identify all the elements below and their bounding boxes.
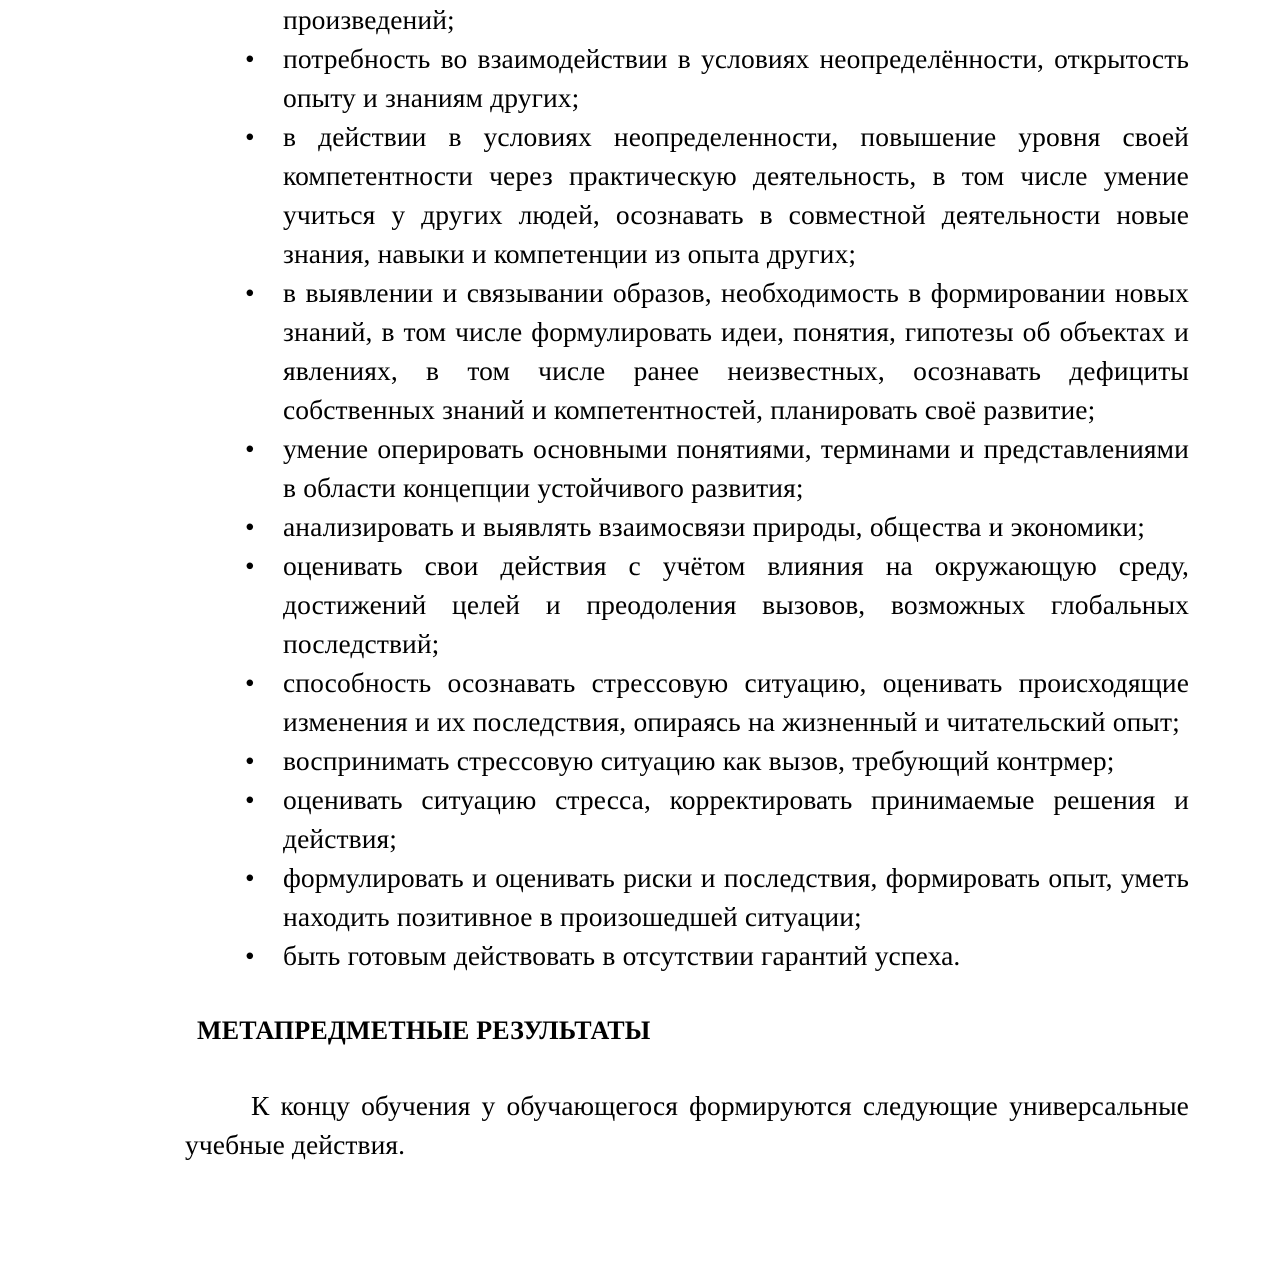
closing-paragraph: К концу обучения у обучающегося формируются следующие универсальные учебные действия.	[185, 1090, 1189, 1160]
competency-bullet-list	[185, 39, 1189, 975]
list-item-text: способность осознавать стрессовую ситуацию, оценивать происходящие изменения и их последствия, опираясь на жизненный и читательский опыт;	[283, 667, 1189, 737]
bullet-icon: •	[245, 550, 255, 581]
list-item	[185, 39, 1189, 117]
bullet-icon: •	[245, 784, 255, 815]
bullet-icon: •	[245, 940, 255, 971]
bullet-icon: •	[245, 121, 255, 152]
list-item	[185, 741, 1189, 780]
list-item-text: потребность во взаимодействии в условиях неопределённости, открытость опыту и знаниям других;	[283, 43, 1189, 113]
section-heading: МЕТАПРЕДМЕТНЫЕ РЕЗУЛЬТАТЫ	[197, 1016, 651, 1045]
list-item	[185, 663, 1189, 741]
list-item-text: оценивать ситуацию стресса, корректировать принимаемые решения и действия;	[283, 784, 1189, 854]
document-text-column	[185, 0, 1189, 1164]
list-item-text: быть готовым действовать в отсутствии гарантий успеха.	[283, 940, 961, 971]
bullet-icon: •	[245, 667, 255, 698]
list-item-text: умение оперировать основными понятиями, терминами и представлениями в области концепции устойчивого развития;	[283, 433, 1189, 503]
list-item	[185, 507, 1189, 546]
list-item-text: в действии в условиях неопределенности, повышение уровня своей компетентности через практическую деятельность, в том числе умение учиться у других людей, осознавать в совместной деятельности новые знания, навыки и компетенции из опыта других;	[283, 121, 1189, 269]
bullet-icon: •	[245, 862, 255, 893]
list-item-text: в выявлении и связывании образов, необходимость в формировании новых знаний, в том числе формулировать идеи, понятия, гипотезы об объектах и явлениях, в том числе ранее неизвестных, осознавать дефициты собственных знаний и компетентностей, планировать своё развитие;	[283, 277, 1189, 425]
orphan-continuation-line: произведений;	[283, 4, 455, 35]
bullet-icon: •	[245, 511, 255, 542]
bullet-icon: •	[245, 433, 255, 464]
bullet-icon: •	[245, 745, 255, 776]
list-item-text: воспринимать стрессовую ситуацию как вызов, требующий контрмер;	[283, 745, 1115, 776]
list-item	[185, 546, 1189, 663]
list-item-text: анализировать и выявлять взаимосвязи природы, общества и экономики;	[283, 511, 1145, 542]
list-item	[185, 429, 1189, 507]
list-item	[185, 780, 1189, 858]
list-item	[185, 117, 1189, 273]
bullet-icon: •	[245, 277, 255, 308]
list-item	[185, 273, 1189, 429]
bullet-icon: •	[245, 43, 255, 74]
list-item	[185, 858, 1189, 936]
list-item	[185, 936, 1189, 975]
list-item-text: оценивать свои действия с учётом влияния на окружающую среду, достижений целей и преодоления вызовов, возможных глобальных последствий;	[283, 550, 1189, 659]
spacer-after-heading	[185, 1050, 1189, 1086]
spacer-before-heading	[185, 975, 1189, 1011]
list-item-text: формулировать и оценивать риски и последствия, формировать опыт, уметь находить позитивное в произошедшей ситуации;	[283, 862, 1189, 932]
